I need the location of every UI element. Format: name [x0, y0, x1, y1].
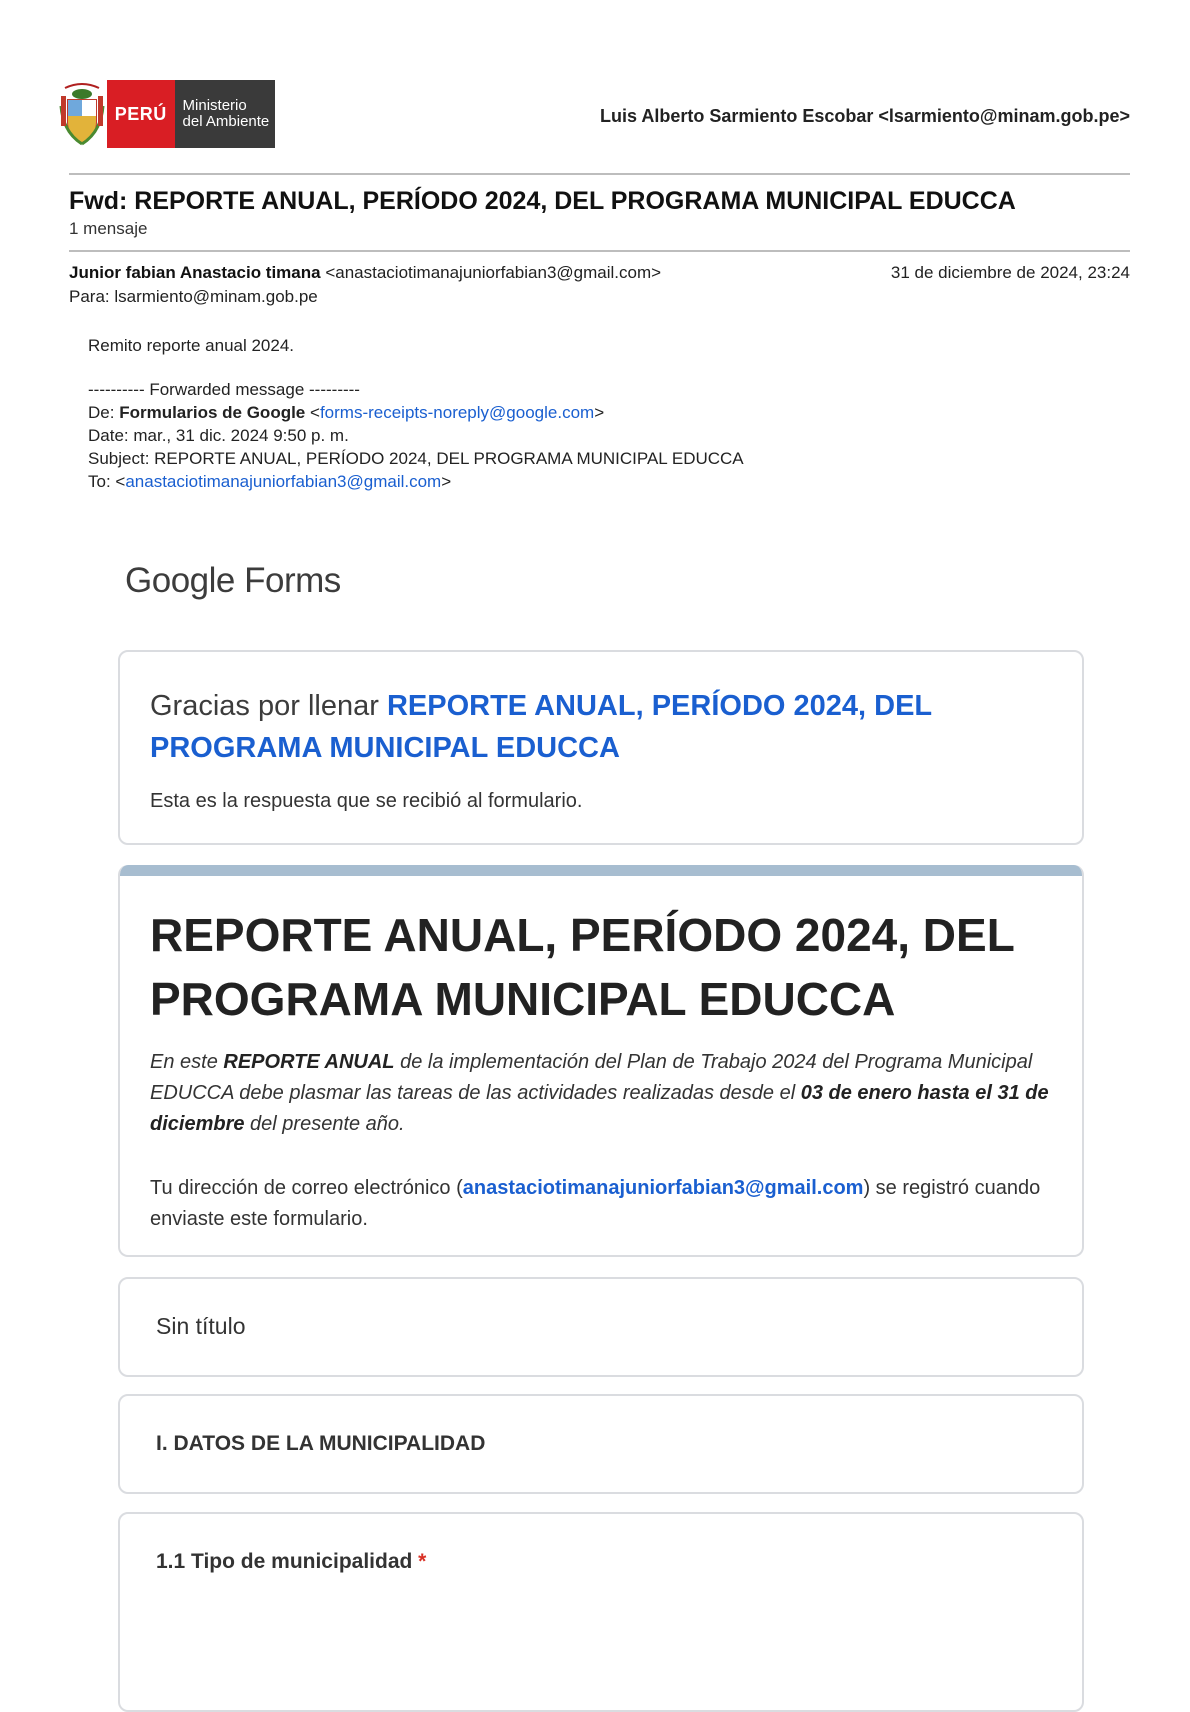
question-text: 1.1 Tipo de municipalidad	[156, 1550, 413, 1573]
email-note	[150, 1173, 1050, 1235]
accent-bar	[118, 865, 1084, 876]
email-note-part-2: ) se registró cuando enviaste este formulario.	[150, 1177, 1041, 1230]
account-header: Luis Alberto Sarmiento Escobar <lsarmiento@minam.gob.pe>	[599, 106, 1130, 126]
fwd-from-open: <	[305, 403, 320, 422]
fwd-from	[88, 403, 604, 423]
brand-google: Google	[125, 561, 235, 600]
form-title-card	[118, 865, 1084, 1257]
fwd-from-name: Formularios de Google	[119, 403, 306, 422]
form-title: REPORTE ANUAL, PERÍODO 2024, DEL PROGRAMA MUNICIPAL EDUCCA	[150, 909, 1014, 1025]
message-count: 1 mensaje	[69, 219, 148, 238]
email-subject: Fwd: REPORTE ANUAL, PERÍODO 2024, DEL PROGRAMA MUNICIPAL EDUCCA	[69, 187, 1016, 215]
fwd-from-label: De:	[88, 403, 120, 422]
form-name-link[interactable]: REPORTE ANUAL, PERÍODO 2024, DEL PROGRAMA MUNICIPAL EDUCCA	[150, 690, 932, 764]
fwd-to-close: >	[441, 472, 452, 491]
thanks-card	[118, 650, 1084, 845]
question-title	[156, 1550, 426, 1574]
forwarded-header: ---------- Forwarded message ---------	[88, 380, 360, 399]
required-mark: *	[418, 1550, 427, 1573]
google-forms-logo	[125, 561, 341, 601]
from-name: Junior fabian Anastacio timana	[69, 263, 321, 282]
logo-country: PERÚ	[107, 80, 174, 148]
respondent-email-link[interactable]: anastaciotimanajuniorfabian3@gmail.com	[462, 1177, 864, 1199]
email-to: Para: lsarmiento@minam.gob.pe	[69, 287, 318, 306]
thanks-subtitle: Esta es la respuesta que se recibió al formulario.	[150, 790, 583, 812]
divider	[69, 250, 1130, 252]
thanks-message	[150, 685, 1030, 769]
coat-of-arms-icon	[57, 80, 107, 148]
desc-bold-1: REPORTE ANUAL	[223, 1051, 395, 1073]
desc-part-3: del presente año.	[244, 1113, 405, 1135]
fwd-subject: Subject: REPORTE ANUAL, PERÍODO 2024, DEL PROGRAMA MUNICIPAL EDUCCA	[88, 449, 744, 468]
logo-ministry-line1: Ministerio	[182, 97, 247, 114]
fwd-from-close: >	[594, 403, 605, 422]
email-note-part-1: Tu dirección de correo electrónico (	[150, 1177, 463, 1199]
fwd-from-email-link[interactable]: forms-receipts-noreply@google.com	[319, 403, 595, 422]
email-date: 31 de diciembre de 2024, 23:24	[890, 263, 1130, 282]
ministry-logo	[57, 80, 275, 148]
untitled-section-card	[118, 1277, 1084, 1377]
fwd-to-label: To: <	[88, 472, 126, 491]
fwd-date: Date: mar., 31 dic. 2024 9:50 p. m.	[88, 426, 349, 445]
fwd-to-email-link[interactable]: anastaciotimanajuniorfabian3@gmail.com	[125, 472, 442, 491]
logo-ministry	[175, 80, 275, 148]
question-card	[118, 1512, 1084, 1712]
untitled-section-title: Sin título	[156, 1313, 246, 1339]
from-address: <anastaciotimanajuniorfabian3@gmail.com>	[325, 263, 662, 282]
section-title: I. DATOS DE LA MUNICIPALIDAD	[156, 1432, 486, 1455]
thanks-prefix: Gracias por llenar	[150, 690, 387, 722]
fwd-to	[88, 472, 451, 492]
email-from	[69, 263, 661, 283]
form-description	[150, 1047, 1050, 1140]
logo-ministry-line2: del Ambiente	[182, 113, 270, 130]
divider	[69, 173, 1130, 175]
desc-part-2: de la implementación del Plan de Trabajo 2024 del Programa Municipal EDUCCA debe plasmar las tareas de las actividades realizadas desde el	[150, 1051, 1033, 1104]
email-body-intro: Remito reporte anual 2024.	[88, 336, 295, 355]
desc-part-1: En este	[150, 1051, 224, 1073]
brand-forms: Forms	[234, 561, 341, 600]
desc-bold-2: 03 de enero hasta el 31 de diciembre	[150, 1082, 1049, 1135]
section-card	[118, 1394, 1084, 1494]
